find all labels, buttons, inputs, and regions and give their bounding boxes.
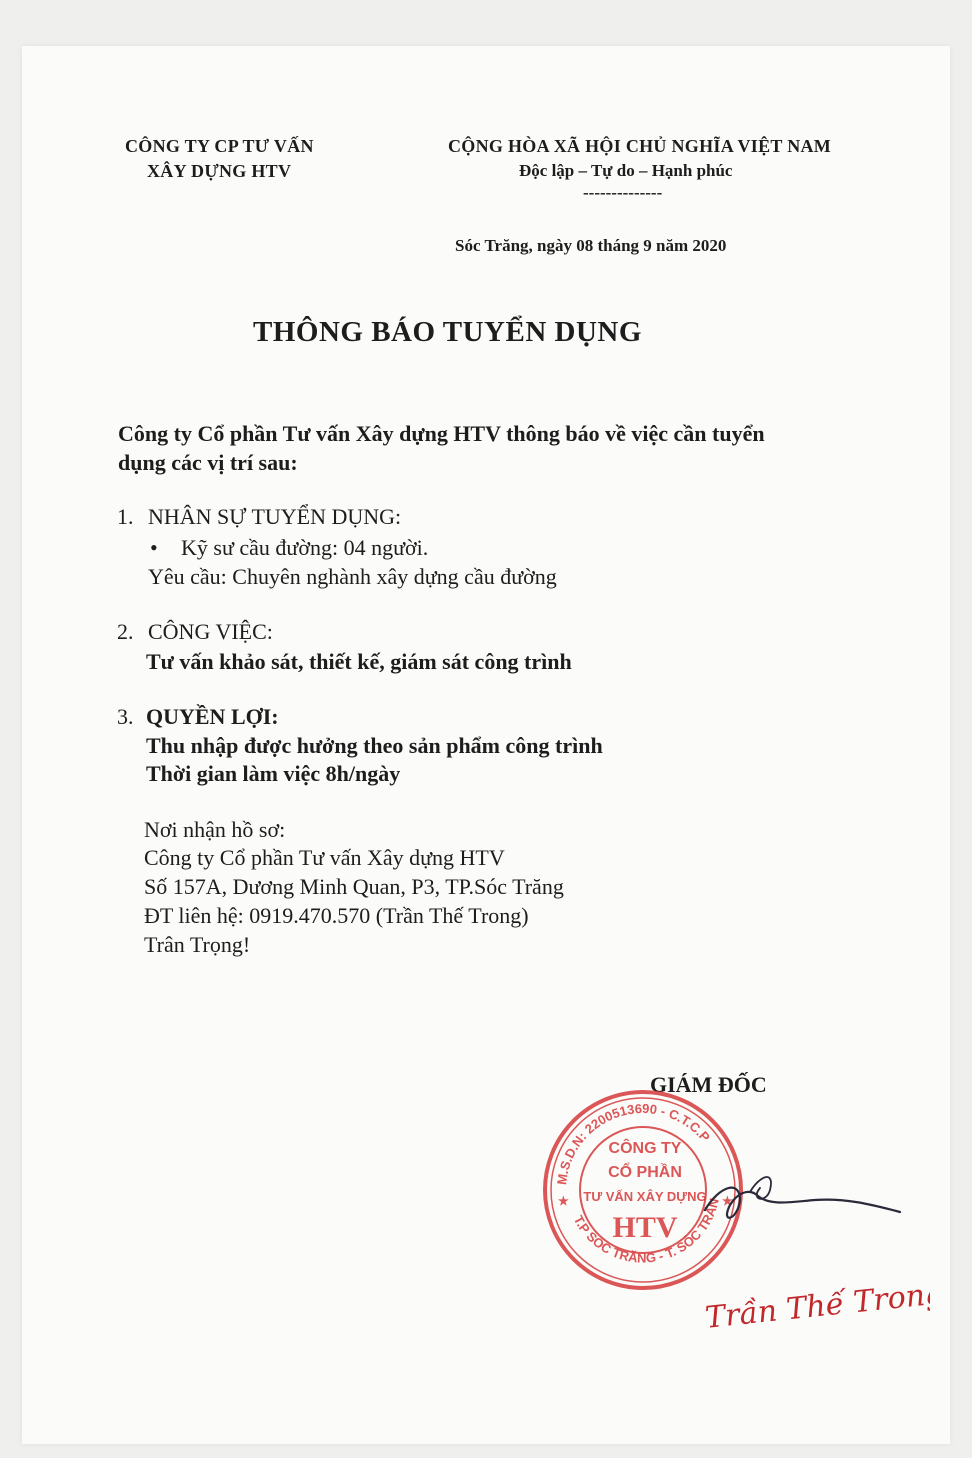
stamp-line3: TƯ VẤN XÂY DỰNG (583, 1189, 707, 1204)
signer-handwritten-name: Trần Thế Trong (703, 1275, 930, 1336)
contact-company: Công ty Cổ phần Tư vấn Xây dựng HTV (144, 845, 505, 870)
section-2-heading: CÔNG VIỆC: (148, 619, 273, 644)
section-1-number: 1. (117, 504, 134, 529)
contact-label: Nơi nhận hồ sơ: (144, 817, 286, 842)
section-2-number: 2. (117, 619, 134, 644)
intro-line2: dụng các vị trí sau: (118, 450, 298, 475)
company-name-line2: XÂY DỰNG HTV (147, 161, 292, 181)
signature-icon (600, 1140, 930, 1340)
section-3-number: 3. (117, 704, 134, 729)
contact-address: Số 157A, Dương Minh Quan, P3, TP.Sóc Trăng (144, 874, 564, 899)
header-divider: -------------- (583, 183, 663, 202)
svg-text:★: ★ (722, 1194, 733, 1208)
director-signature (600, 1140, 930, 1340)
stamp-bottom-text: T.P SÓC TRĂNG - T. SÓC TRĂN (570, 1196, 722, 1266)
section-2-line: Tư vấn khảo sát, thiết kế, giám sát công trình (146, 649, 572, 674)
national-title: CỘNG HÒA XÃ HỘI CHỦ NGHĨA VIỆT NAM (448, 136, 832, 156)
section-3-line1: Thu nhập được hưởng theo sản phẩm công trình (146, 733, 603, 758)
national-motto: Độc lập – Tự do – Hạnh phúc (519, 161, 733, 180)
contact-phone: ĐT liên hệ: 0919.470.570 (Trần Thế Trong) (144, 903, 529, 928)
stamp-line2: CỔ PHẦN (608, 1164, 682, 1181)
section-1-bullet: • (150, 535, 158, 560)
document-title: THÔNG BÁO TUYỂN DỤNG (253, 316, 642, 348)
intro-line1: Công ty Cổ phần Tư vấn Xây dựng HTV thông báo về việc cần tuyển (118, 421, 765, 446)
section-3-heading: QUYỀN LỢI: (146, 704, 279, 729)
section-1-heading: NHÂN SỰ TUYỂN DỤNG: (148, 504, 402, 529)
stamp-line1: CÔNG TY (608, 1140, 682, 1157)
section-1-requirement: Yêu cầu: Chuyên nghành xây dựng cầu đường (148, 564, 557, 589)
section-3-line2: Thời gian làm việc 8h/ngày (146, 761, 401, 786)
closing-text: Trân Trọng! (144, 932, 251, 957)
signer-role: GIÁM ĐỐC (650, 1072, 767, 1097)
svg-text:★: ★ (558, 1194, 569, 1208)
stamp-line4: HTV (612, 1211, 678, 1244)
section-1-bullet-text: Kỹ sư cầu đường: 04 người. (181, 535, 429, 560)
stamp-ring-text: M.S.D.N: 2200513690 - C.T.C.P (554, 1100, 713, 1186)
company-name-line1: CÔNG TY CP TƯ VẤN (125, 136, 314, 156)
place-date: Sóc Trăng, ngày 08 tháng 9 năm 2020 (455, 236, 727, 255)
